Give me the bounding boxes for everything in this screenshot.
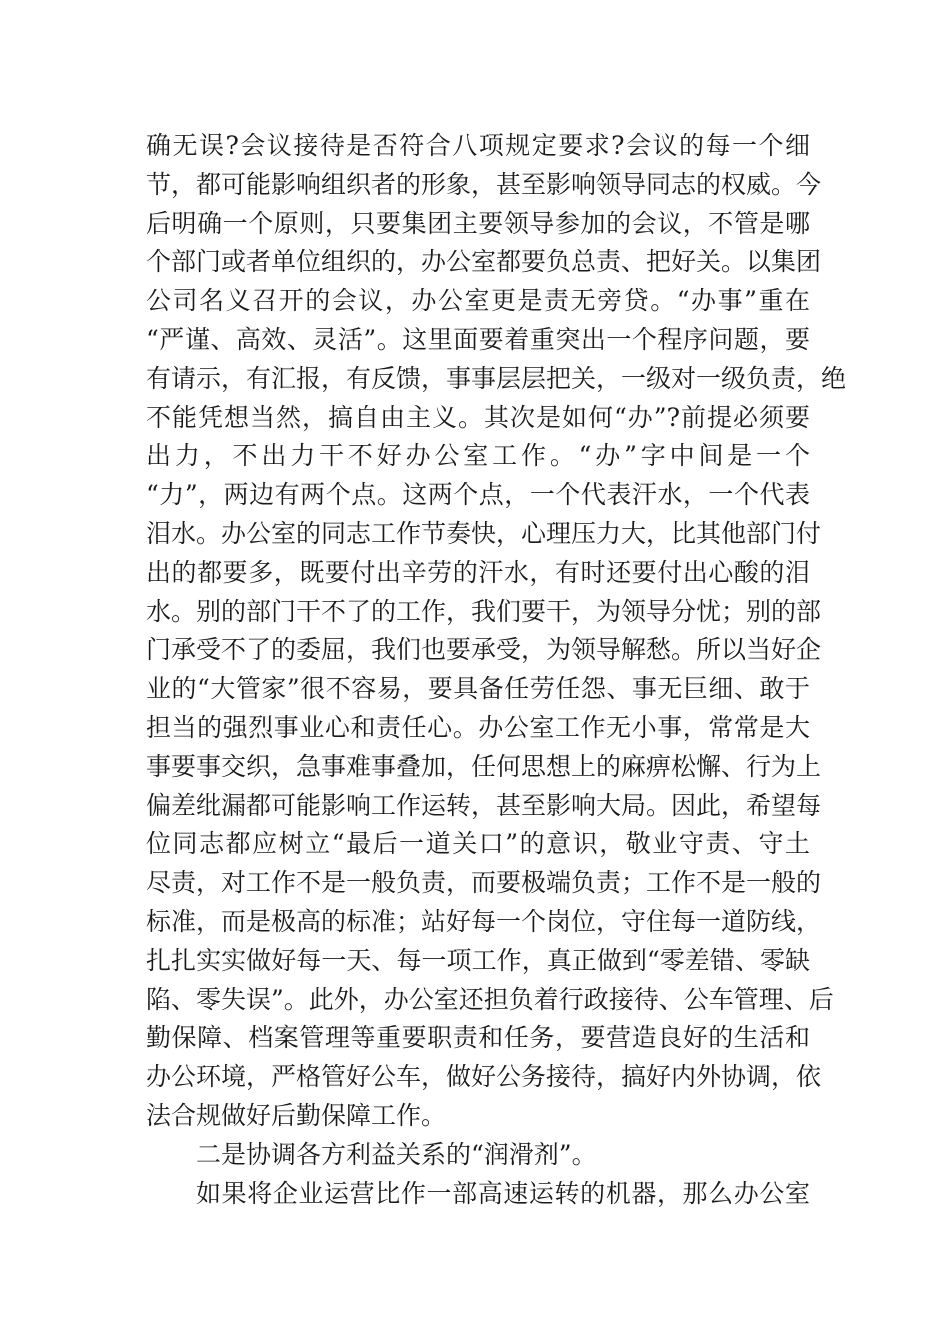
text-line: 泪水。办公室的同志工作节奏快，心理压力大，比其他部门付 xyxy=(146,518,822,548)
text-line: 偏差纰漏都可能影响工作运转，甚至影响大局。因此，希望每 xyxy=(146,790,822,820)
text-line: 不能凭想当然，搞自由主义。其次是如何“办”?前提必须要 xyxy=(146,402,810,432)
text-line: 个部门或者单位组织的，办公室都要负总责、把好关。以集团 xyxy=(146,247,822,277)
body-text xyxy=(146,127,847,1213)
text-line: 出力，不出力干不好办公室工作。“办”字中间是一个 xyxy=(146,441,810,471)
text-line: 办公环境，严格管好公车，做好公务接待，搞好内外协调，依 xyxy=(146,1062,822,1092)
text-line: 事要事交织，急事难事叠加，任何思想上的麻痹松懈、行为上 xyxy=(146,751,822,781)
text-line: 尽责，对工作不是一般负责，而要极端负责；工作不是一般的 xyxy=(146,868,822,898)
text-line: 公司名义召开的会议，办公室更是责无旁贷。“办事”重在 xyxy=(146,286,810,316)
text-line: 陷、零失误”。此外，办公室还担负着行政接待、公车管理、后 xyxy=(146,984,834,1014)
text-line: 扎扎实实做好每一天、每一项工作，真正做到“零差错、零缺 xyxy=(146,945,810,975)
text-line: 水。别的部门干不了的工作，我们要干，为领导分忧；别的部 xyxy=(146,596,822,626)
text-line: 门承受不了的委屈，我们也要承受，为领导解愁。所以当好企 xyxy=(146,635,822,665)
text-line: 法合规做好后勤保障工作。 xyxy=(146,1100,447,1130)
paragraph-start: 如果将企业运营比作一部高速运转的机器，那么办公室 xyxy=(196,1178,810,1208)
section-heading: 二是协调各方利益关系的“润滑剂”。 xyxy=(196,1139,597,1169)
text-line: 位同志都应树立“最后一道关口”的意识，敬业守责、守土 xyxy=(146,829,810,859)
text-line: “严谨、高效、灵活”。这里面要着重突出一个程序问题，要 xyxy=(146,324,810,354)
text-line: 出的都要多，既要付出辛劳的汗水，有时还要付出心酸的泪 xyxy=(146,557,810,587)
text-line: 有请示，有汇报，有反馈，事事层层把关，一级对一级负责，绝 xyxy=(146,363,847,393)
text-line: 后明确一个原则，只要集团主要领导参加的会议，不管是哪 xyxy=(146,208,810,238)
text-line: 标准，而是极高的标准；站好每一个岗位，守住每一道防线， xyxy=(146,906,822,936)
text-line: “力”，两边有两个点。这两个点，一个代表汗水，一个代表 xyxy=(146,480,810,510)
text-line: 勤保障、档案管理等重要职责和任务，要营造良好的生活和 xyxy=(146,1023,810,1053)
text-line: 确无误?会议接待是否符合八项规定要求?会议的每一个细 xyxy=(146,131,810,160)
text-line: 业的“大管家”很不容易，要具备任劳任怨、事无巨细、敢于 xyxy=(146,674,810,704)
text-line: 节，都可能影响组织者的形象，甚至影响领导同志的权威。今 xyxy=(146,169,822,199)
text-line: 担当的强烈事业心和责任心。办公室工作无小事，常常是大 xyxy=(146,712,810,742)
